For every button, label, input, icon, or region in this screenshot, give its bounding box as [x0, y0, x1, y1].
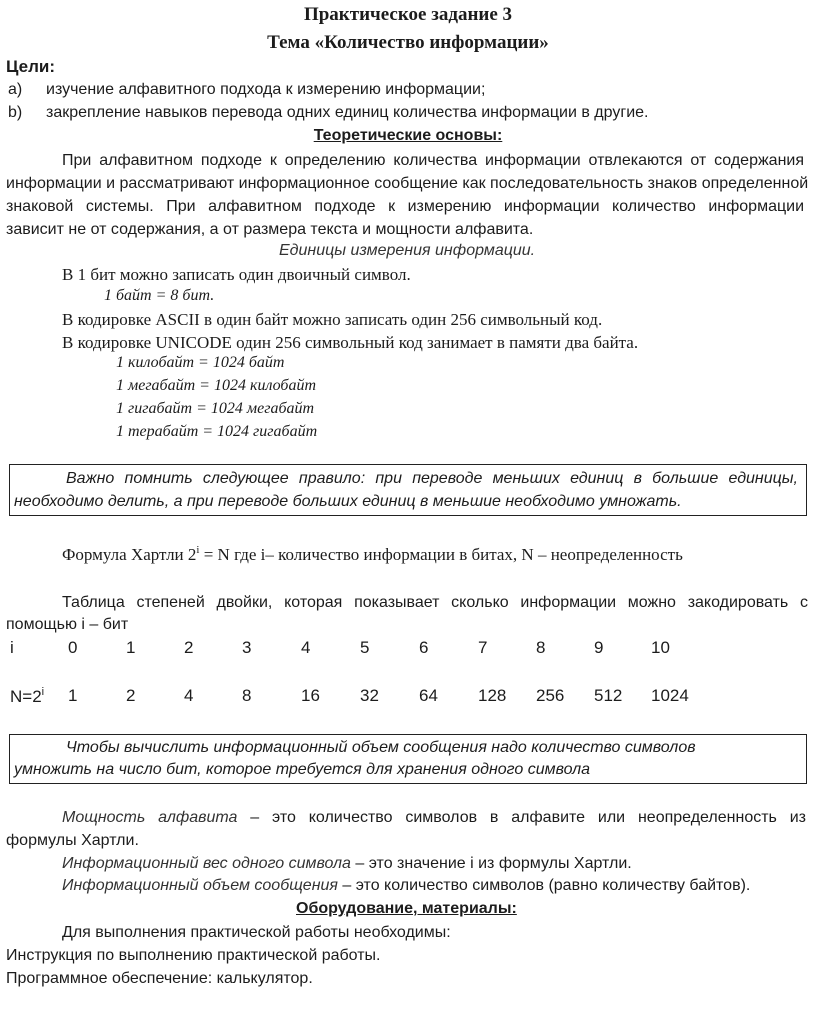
powers-intro-line-2: помощью i – бит [6, 616, 129, 633]
hartley-formula [62, 544, 683, 565]
table-cell: 32 [360, 686, 379, 705]
table-cell: 512 [594, 686, 623, 705]
power-term: Мощность алфавита [62, 809, 238, 826]
goals-label: Цели: [6, 57, 55, 76]
table-cell: 0 [68, 638, 78, 657]
byte-line: 1 байт = 8 бит. [104, 287, 215, 304]
table-cell: 10 [651, 638, 670, 657]
theory-para-line-4: зависит не от содержания, а от размера текста и мощности алфавита. [6, 221, 534, 238]
ascii-line: В кодировке ASCII в один байт можно записать один 256 символьный код. [62, 310, 603, 329]
theory-para-line-2: информации и рассматривают информационное сообщение как последовательность знаков определенной [6, 175, 809, 192]
bit-line: В 1 бит можно записать один двоичный символ. [62, 265, 411, 284]
topic-title: Тема «Количество информации» [267, 32, 549, 53]
table-cell: 5 [360, 638, 370, 657]
volume-line-1: Чтобы вычислить информационный объем сообщения надо количество символов [66, 739, 696, 756]
page-title: Практическое задание 3 [303, 4, 513, 25]
table-cell: 4 [184, 686, 194, 705]
volume-rest: – это количество символов (равно количеству байтов). [337, 877, 751, 894]
table-cell: 8 [242, 686, 252, 705]
power-rest: – это количество символов в алфавите или неопределенность из [237, 809, 806, 826]
definition-weight [62, 855, 632, 873]
weight-rest: – это значение i из формулы Хартли. [350, 855, 632, 872]
table-cell: 2 [184, 638, 194, 657]
table-cell: 6 [419, 638, 429, 657]
table-cell: 256 [536, 686, 565, 705]
formula-suffix: = N где i– количество информации в битах, N – неопределенность [199, 545, 683, 564]
formula-prefix: Формула Хартли 2 [62, 545, 197, 564]
definition-power-cont: формулы Хартли. [6, 832, 139, 849]
units-heading: Единицы измерения информации. [279, 242, 536, 259]
table-cell: 64 [419, 686, 438, 705]
row-i-label: i [10, 638, 14, 657]
table-cell: 3 [242, 638, 252, 657]
unit-kilobyte: 1 килобайт = 1024 байт [116, 354, 285, 371]
rule-line-1: Важно помнить следующее правило: при переводе меньших единиц в большие единицы, [66, 470, 798, 487]
volume-line-2: умножить на число бит, которое требуется для хранения одного символа [14, 761, 591, 778]
goal-item-a: изучение алфавитного подхода к измерению информации; [46, 81, 486, 98]
definition-power [62, 809, 806, 827]
equipment-line-3: Программное обеспечение: калькулятор. [6, 970, 313, 987]
unicode-line: В кодировке UNICODE один 256 символьный код занимает в памяти два байта. [62, 333, 639, 352]
powers-row-n [0, 686, 816, 710]
table-cell: 7 [478, 638, 488, 657]
row-n-label-sup: i [41, 686, 45, 698]
powers-intro-line-1: Таблица степеней двойки, которая показывает сколько информации можно закодировать с [62, 594, 808, 611]
unit-gigabyte: 1 гигабайт = 1024 мегабайт [116, 400, 315, 417]
unit-terabyte: 1 терабайт = 1024 гигабайт [116, 423, 318, 440]
volume-term: Информационный объем сообщения [62, 877, 338, 894]
table-cell: 1 [68, 686, 78, 705]
goal-marker-b: b) [8, 104, 23, 121]
weight-term: Информационный вес одного символа [62, 855, 351, 872]
unit-megabyte: 1 мегабайт = 1024 килобайт [116, 377, 316, 394]
theory-heading: Теоретические основы: [313, 127, 503, 144]
table-cell: 8 [536, 638, 546, 657]
equipment-line-1: Для выполнения практической работы необходимы: [62, 924, 451, 941]
powers-row-i [0, 638, 816, 662]
table-cell: 1024 [651, 686, 689, 705]
table-cell: 16 [301, 686, 320, 705]
equipment-line-2: Инструкция по выполнению практической работы. [6, 947, 381, 964]
equipment-heading: Оборудование, материалы: [296, 900, 517, 917]
theory-para-line-1: При алфавитном подходе к определению количества информации отвлекаются от содержания [62, 152, 804, 169]
definition-volume [62, 877, 750, 895]
table-cell: 128 [478, 686, 507, 705]
formula-sup: i [196, 544, 200, 556]
table-cell: 4 [301, 638, 311, 657]
row-n-label-text: N=2 [10, 687, 42, 706]
table-cell: 9 [594, 638, 604, 657]
row-n-label [10, 686, 44, 707]
goal-item-b: закрепление навыков перевода одних единиц количества информации в другие. [46, 104, 649, 121]
table-cell: 2 [126, 686, 136, 705]
theory-para-line-3: знаковой системы. При алфавитном подходе к измерению информации количество информации [6, 198, 804, 215]
goal-marker-a: a) [8, 81, 23, 98]
table-cell: 1 [126, 638, 136, 657]
rule-line-2: необходимо делить, а при переводе больших единиц в меньшие необходимо умножать. [14, 493, 682, 510]
